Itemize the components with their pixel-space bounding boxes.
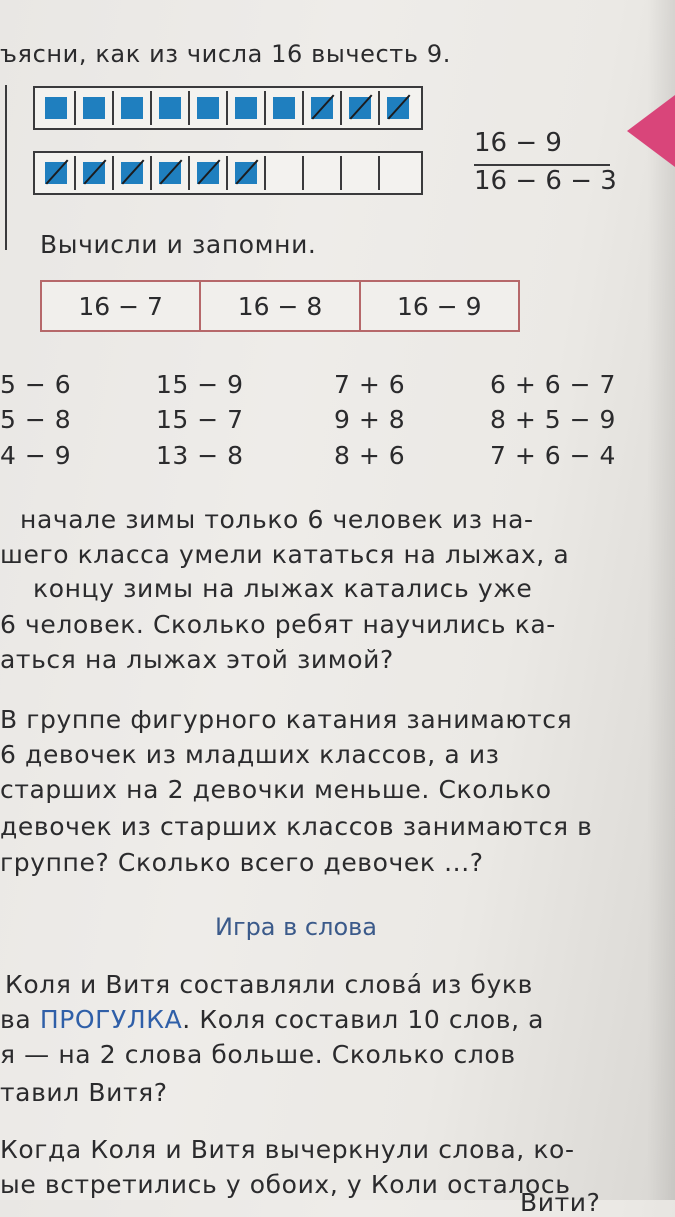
problem2-line: группе? Сколько всего девочек ...? xyxy=(0,848,484,877)
game-line: тавил Витя? xyxy=(0,1078,168,1107)
exercise-item: 15 − 9 xyxy=(156,370,244,399)
bookmark-tab xyxy=(627,95,675,167)
game-line-prefix: ва xyxy=(0,1005,32,1034)
game-line xyxy=(0,1005,544,1034)
blue-square xyxy=(235,97,257,119)
strip-cell xyxy=(342,156,380,190)
exercise-item: 6 + 6 − 7 xyxy=(490,370,616,399)
memo-cell: 16 − 7 xyxy=(42,282,201,330)
exercise-item: 13 − 8 xyxy=(156,441,244,470)
problem1-line: начале зимы только 6 человек из на- xyxy=(20,505,534,534)
scheme-top: 16 − 9 xyxy=(474,128,562,158)
memo-cell: 16 − 8 xyxy=(201,282,360,330)
exercise-item: 8 + 5 − 9 xyxy=(490,405,616,434)
exercise-item: 5 − 6 xyxy=(0,370,72,399)
blue-square xyxy=(121,97,143,119)
blue-square xyxy=(83,97,105,119)
problem2-line: старших на 2 девочки меньше. Сколько xyxy=(0,775,552,804)
strip-cell xyxy=(380,156,418,190)
strip-cell xyxy=(304,91,342,125)
counting-strip-bottom xyxy=(33,151,423,195)
problem1-line: концу зимы на лыжах катались уже xyxy=(33,574,533,603)
blue-square xyxy=(45,97,67,119)
exercise-frame-edge xyxy=(0,85,7,250)
strip-cell xyxy=(152,91,190,125)
scheme-bottom: 16 − 6 − 3 xyxy=(474,166,617,196)
problem2-line: 6 девочек из младших классов, а из xyxy=(0,740,500,769)
strip-cell xyxy=(114,91,152,125)
memo-cell: 16 − 9 xyxy=(397,291,482,321)
strip-cell xyxy=(380,91,418,125)
blue-square xyxy=(159,97,181,119)
strip-cell xyxy=(190,156,228,190)
blue-square xyxy=(273,97,295,119)
exercise-item: 4 − 9 xyxy=(0,441,72,470)
task2-heading: Вычисли и запомни. xyxy=(40,230,317,259)
strip-cell xyxy=(152,156,190,190)
strip-cell xyxy=(76,91,114,125)
strip-cell xyxy=(38,91,76,125)
keyword-progulka: ПРОГУЛКА xyxy=(39,1005,183,1034)
strip-cell xyxy=(266,91,304,125)
blue-square xyxy=(197,97,219,119)
game-line: Когда Коля и Витя вычеркнули слова, ко- xyxy=(0,1135,575,1164)
game-line-suffix: . Коля составил 10 слов, а xyxy=(182,1005,545,1034)
strip-cell xyxy=(342,91,380,125)
exercise-item: 7 + 6 − 4 xyxy=(490,441,616,470)
exercise-item: 5 − 8 xyxy=(0,405,72,434)
problem1-line: шего класса умели кататься на лыжах, а xyxy=(0,540,570,569)
memo-table xyxy=(40,280,520,332)
exercise-item: 15 − 7 xyxy=(156,405,244,434)
problem2-line: девочек из старших классов занимаются в xyxy=(0,812,593,841)
strip-cell xyxy=(228,156,266,190)
strip-cell xyxy=(190,91,228,125)
strip-cell xyxy=(266,156,304,190)
strip-cell xyxy=(76,156,114,190)
game-line: Коля и Витя составляли слова́ из букв xyxy=(5,970,533,999)
strip-cell xyxy=(38,156,76,190)
strip-cell xyxy=(114,156,152,190)
exercise-item: 7 + 6 xyxy=(334,370,406,399)
problem2-line: В группе фигурного катания занимаются xyxy=(0,705,573,734)
strip-cell xyxy=(304,156,342,190)
strip-cell xyxy=(228,91,266,125)
task1-text: ъясни, как из числа 16 вычесть 9. xyxy=(0,40,451,68)
problem1-line: аться на лыжах этой зимой? xyxy=(0,645,394,674)
game-heading: Игра в слова xyxy=(215,913,377,941)
exercise-item: 9 + 8 xyxy=(334,405,406,434)
exercise-item: 8 + 6 xyxy=(334,441,406,470)
counting-strip-top xyxy=(33,86,423,130)
game-line: ые встретились у обоих, у Коли осталось xyxy=(0,1170,571,1199)
problem1-line: 6 человек. Сколько ребят научились ка- xyxy=(0,610,556,639)
page-edge-shadow xyxy=(647,0,675,1200)
game-line: я — на 2 слова больше. Сколько слов xyxy=(0,1040,516,1069)
game-line-tail: Вити? xyxy=(520,1188,601,1217)
